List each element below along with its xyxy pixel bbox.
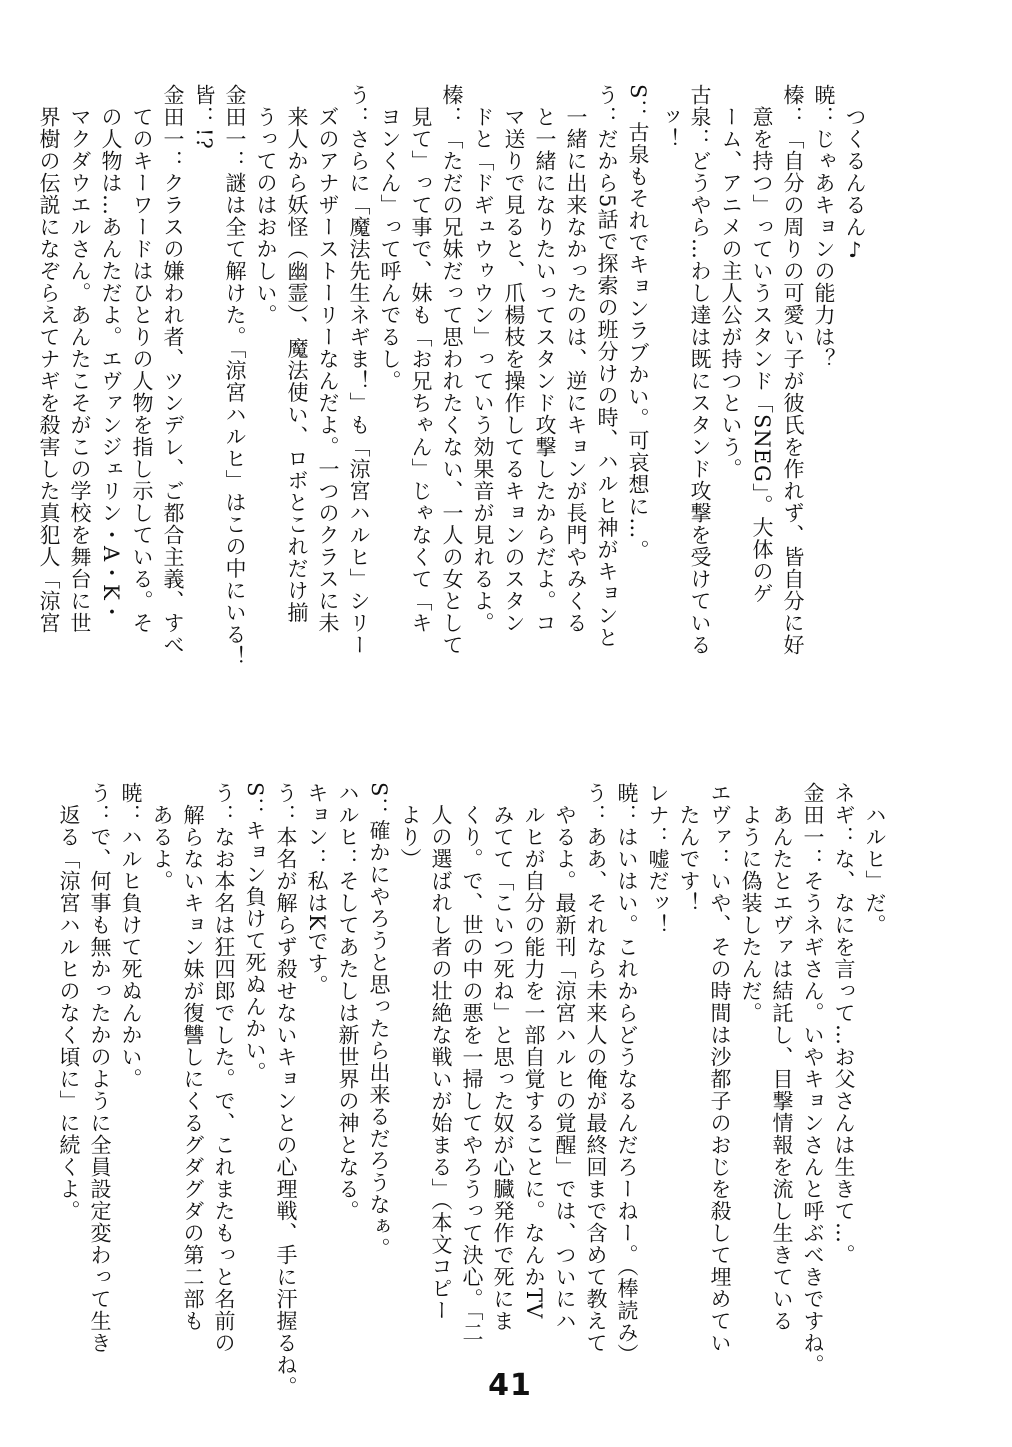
dialogue-line: マ送りで見ると、爪楊枝を操作してるキョンのスタン xyxy=(502,84,526,634)
dialogue-line: ドと「ドギュウゥウン」っていう効果音が見れるよ。 xyxy=(471,84,495,634)
dialogue-line: ハルヒ」だ。 xyxy=(863,782,887,936)
dialogue-line: あんたとエヴァは結託し、目撃情報を流し生きている xyxy=(770,782,794,1332)
dialogue-line: ーム、アニメの主人公が持つという。 xyxy=(719,84,743,480)
dialogue-line: 金田一：謎は全て解けた。「涼宮ハルヒ」はこの中にいる！ xyxy=(223,84,247,668)
dialogue-line: う：さらに「魔法先生ネギま！」も「涼宮ハルヒ」シリー xyxy=(347,84,371,656)
dialogue-line: みてて「こいつ死ね」と思った奴が心臓発作で死にま xyxy=(491,782,515,1332)
dialogue-line: 人の選ばれし者の壮絶な戦いが始まる」（本文コピー xyxy=(429,782,453,1322)
dialogue-line: 返る「涼宮ハルヒのなく頃に」に続くよ。 xyxy=(57,782,81,1222)
dialogue-line: 皆：!? xyxy=(192,84,216,150)
dialogue-line: う：なお本名は狂四郎でした。で、これまたもっと名前の xyxy=(212,782,236,1354)
dialogue-line: ルヒが自分の能力を一部自覚することに。なんかTV xyxy=(522,782,546,1320)
dialogue-line: 来人から妖怪（幽霊）、魔法使い、ロボとこれだけ揃 xyxy=(285,84,309,624)
dialogue-line: ように偽装したんだ。 xyxy=(739,782,763,1024)
dialogue-line: 見て」って事で、妹も「お兄ちゃん」じゃなくて「キ xyxy=(409,84,433,634)
dialogue-line: ハルヒ：そしてあたしは新世界の神となる。 xyxy=(336,782,360,1222)
dialogue-line: 古泉：どうやら…わし達は既にスタンド攻撃を受けている xyxy=(688,84,712,656)
dialogue-block-top xyxy=(37,84,870,724)
dialogue-line: やるよ。最新刊「涼宮ハルヒの覚醒」では、ついにハ xyxy=(553,782,577,1332)
page-number: 41 xyxy=(488,1368,532,1403)
dialogue-line: 金田一：クラスの嫌われ者、ツンデレ、ご都合主義、すべ xyxy=(161,84,185,656)
dialogue-line: 榛：「ただの兄妹だって思われたくない、一人の女として xyxy=(440,84,464,656)
dialogue-line: う：ああ、それなら未来人の俺が最終回まで含めて教えて xyxy=(584,782,608,1354)
dialogue-line: ネギ：な、なにを言って…お父さんは生きて…。 xyxy=(832,782,856,1266)
dialogue-line: ヨンくん」って呼んでるし。 xyxy=(378,84,402,392)
dialogue-line: ズのアナザーストーリーなんだよ。一つのクラスに未 xyxy=(316,84,340,634)
dialogue-line: 暁：じゃあキョンの能力は？ xyxy=(812,84,836,370)
dialogue-line: エヴァ：いや、その時間は沙都子のおじを殺して埋めてい xyxy=(708,782,732,1354)
dialogue-line: 暁：ハルヒ負けて死ぬんかい。 xyxy=(119,782,143,1090)
dialogue-line: S：確かにやろうと思ったら出来るだろうなぁ。 xyxy=(367,782,391,1260)
dialogue-line: うってのはおかしい。 xyxy=(254,84,278,326)
dialogue-line: あるよ。 xyxy=(150,782,174,892)
dialogue-line: S：キョン負けて死ぬんかい。 xyxy=(243,782,267,1084)
dialogue-line: ッ！ xyxy=(657,84,681,150)
dialogue-line: キョン：私はKです。 xyxy=(305,782,329,997)
dialogue-line: う：だから5話で探索の班分けの時、ハルヒ神がキョンと xyxy=(595,84,619,649)
dialogue-line: S：古泉もそれでキョンラブかい。可哀想に…。 xyxy=(626,84,650,562)
dialogue-line: と一緒になりたいってスタンド攻撃したからだよ。コ xyxy=(533,84,557,634)
dialogue-line: 意を持つ」っていうスタンド「SNEG」。大体のゲ xyxy=(750,84,774,605)
dialogue-line: マクダウエルさん。あんたこそがこの学校を舞台に世 xyxy=(68,84,92,634)
dialogue-line: レナ：嘘だッ！ xyxy=(646,782,670,936)
dialogue-line: つくるんるん♪ xyxy=(843,84,867,263)
dialogue-line: てのキーワードはひとりの人物を指し示している。そ xyxy=(130,84,154,634)
dialogue-line: 金田一：そうネギさん。いやキョンさんと呼ぶべきですね。 xyxy=(801,782,825,1376)
dialogue-line: 暁：はいはい。これからどうなるんだろーねー。（棒読み） xyxy=(615,782,639,1366)
dialogue-line: たんです！ xyxy=(677,782,701,914)
dialogue-line: くり。で、世の中の悪を一掃してやろうって決心。「二 xyxy=(460,782,484,1344)
dialogue-line: う：本名が解らず殺せないキョンとの心理戦、手に汗握るね。 xyxy=(274,782,298,1398)
dialogue-line: う：で、何事も無かったかのように全員設定変わって生き xyxy=(88,782,112,1354)
dialogue-line: 解らないキョン妹が復讐しにくるグダグダの第二部も xyxy=(181,782,205,1332)
dialogue-line: の人物は…あんただよ。エヴァンジェリン・A・K・ xyxy=(99,84,123,623)
dialogue-line: より） xyxy=(398,782,422,870)
dialogue-line: 界樹の伝説になぞらえてナギを殺害した真犯人「涼宮 xyxy=(37,84,61,634)
dialogue-line: 一緒に出来なかったのは、逆にキョンが長門やみくる xyxy=(564,84,588,634)
dialogue-line: 榛：「自分の周りの可愛い子が彼氏を作れず、皆自分に好 xyxy=(781,84,805,656)
